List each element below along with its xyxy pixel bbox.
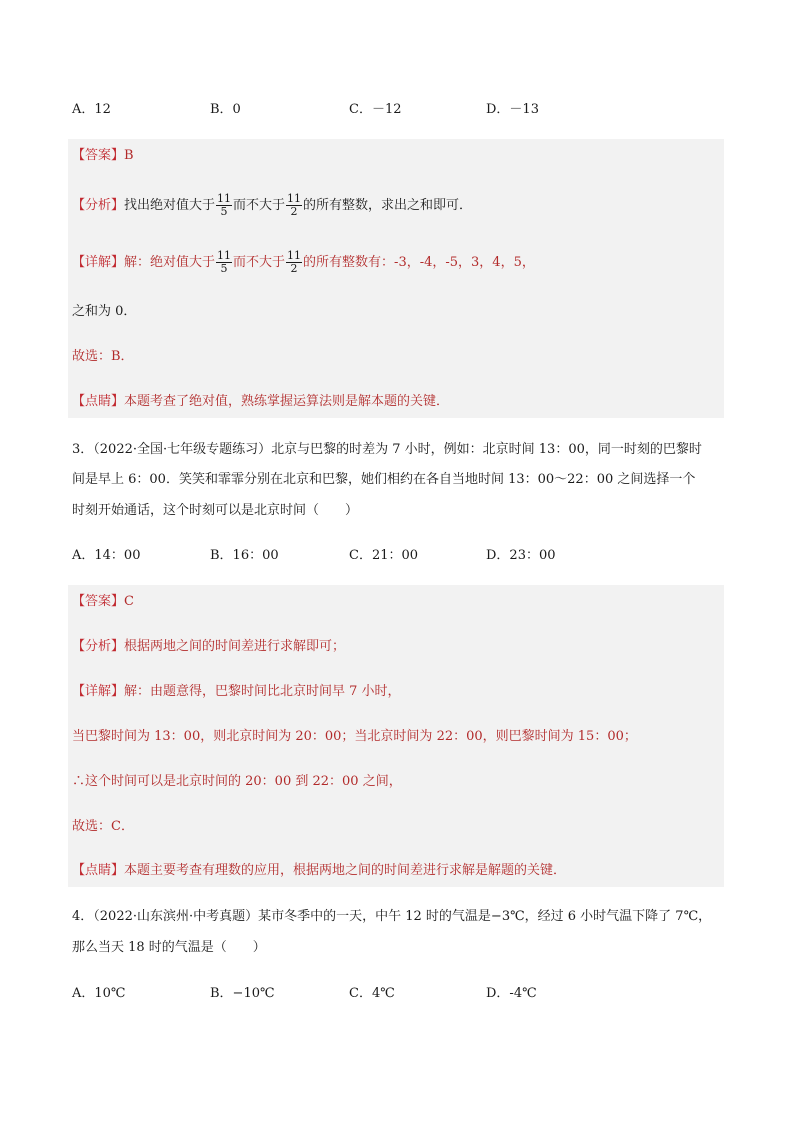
q2-comment	[72, 392, 449, 412]
comment-text: 本题主要考查有理数的应用，根据两地之间的时间差进行求解是解题的关键．	[124, 863, 567, 878]
fraction-denominator: 5	[220, 262, 228, 275]
detail-text-c: 的所有整数有：-3，-4，-5，3，4，5，	[303, 255, 535, 270]
q3-options	[72, 546, 732, 566]
q3-option-c: C．21：00	[349, 548, 419, 563]
analysis-text-c: 的所有整数，求出之和即可．	[303, 198, 473, 213]
q2-analysis	[72, 193, 472, 218]
fraction-11-5	[216, 250, 232, 275]
q4-stem-line1: 4．（2022·山东滨州·中考真题）某市冬季中的一天，中午 12 时的气温是−3℃，经过 6 小时气温下降了 7℃，	[72, 909, 712, 924]
analysis-tag: 【分析】	[72, 639, 125, 654]
fraction-numerator: 11	[217, 192, 232, 205]
comment-tag: 【点睛】	[72, 394, 125, 409]
q3-option-a: A．14：00	[72, 548, 141, 563]
fraction-denominator: 2	[290, 205, 298, 218]
fraction-numerator: 11	[287, 192, 302, 205]
q2-options	[72, 100, 732, 120]
analysis-tag: 【分析】	[72, 198, 125, 213]
comment-text: 本题考查了绝对值，熟练掌握运算法则是解本题的关键．	[124, 394, 450, 409]
q2-solution-box	[68, 139, 724, 418]
fraction-11-2	[286, 193, 302, 218]
q3-detail-line3: ∴这个时间可以是北京时间的 20：00 到 22：00 之间，	[72, 774, 402, 789]
fraction-11-5	[216, 193, 232, 218]
q3-stem-line2: 间是早上 6：00．笑笑和霏霏分别在北京和巴黎，她们相约在各自当地时间 13：00～22：00 之间选择一个	[72, 472, 696, 487]
detail-tag: 【详解】	[72, 684, 125, 699]
q2-option-c: C．－12	[349, 102, 402, 117]
q3-answer	[72, 592, 134, 612]
detail-text-b: 而不大于	[233, 255, 286, 270]
fraction-11-2	[286, 250, 302, 275]
q2-option-d: D．－13	[486, 102, 539, 117]
q3-stem-line1: 3．（2022·全国·七年级专题练习）北京与巴黎的时差为 7 小时，例如：北京时间 13：00，同一时刻的巴黎时	[72, 442, 702, 457]
q3-option-b: B．16：00	[210, 548, 279, 563]
detail-tag: 【详解】	[72, 255, 125, 270]
q2-option-a: A．12	[72, 102, 111, 117]
q3-option-d: D．23：00	[486, 548, 556, 563]
q2-detail	[72, 250, 535, 275]
detail-line1: 解：由题意得，巴黎时间比北京时间早 7 小时，	[124, 684, 401, 699]
detail-text-a: 解：绝对值大于	[124, 255, 216, 270]
fraction-numerator: 11	[217, 249, 232, 262]
q3-detail-line2: 当巴黎时间为 13：00，则北京时间为 20：00；当北京时间为 22：00，则巴黎时间为 15：00；	[72, 729, 637, 744]
analysis-text-b: 而不大于	[233, 198, 286, 213]
q2-answer	[72, 146, 134, 166]
q3-stem-line3: 时刻开始通话，这个时刻可以是北京时间（ ）	[72, 503, 359, 518]
q3-comment	[72, 861, 566, 881]
fraction-denominator: 5	[220, 205, 228, 218]
q2-option-b: B．0	[210, 102, 241, 117]
answer-tag: 【答案】	[72, 148, 125, 163]
q4-stem-line2: 那么当天 18 时的气温是（ ）	[72, 940, 266, 955]
comment-tag: 【点睛】	[72, 863, 125, 878]
q3-detail	[72, 682, 401, 702]
q4-options	[72, 984, 732, 1004]
answer-tag: 【答案】	[72, 594, 125, 609]
analysis-text: 根据两地之间的时间差进行求解即可；	[124, 639, 346, 654]
fraction-denominator: 2	[290, 262, 298, 275]
q4-option-b: B．−10℃	[210, 986, 275, 1001]
q4-option-d: D．-4℃	[486, 986, 537, 1001]
q3-solution-box	[68, 585, 724, 887]
answer-value: C	[124, 594, 134, 609]
q4-option-a: A．10℃	[72, 986, 126, 1001]
fraction-numerator: 11	[287, 249, 302, 262]
q4-option-c: C．4℃	[349, 986, 395, 1001]
q2-detail-line2: 之和为 0．	[72, 304, 137, 319]
answer-value: B	[124, 148, 134, 163]
q2-detail-line3: 故选：B．	[72, 349, 134, 364]
q3-detail-line4: 故选：C．	[72, 819, 134, 834]
analysis-text-a: 找出绝对值大于	[124, 198, 216, 213]
q3-analysis	[72, 637, 345, 657]
